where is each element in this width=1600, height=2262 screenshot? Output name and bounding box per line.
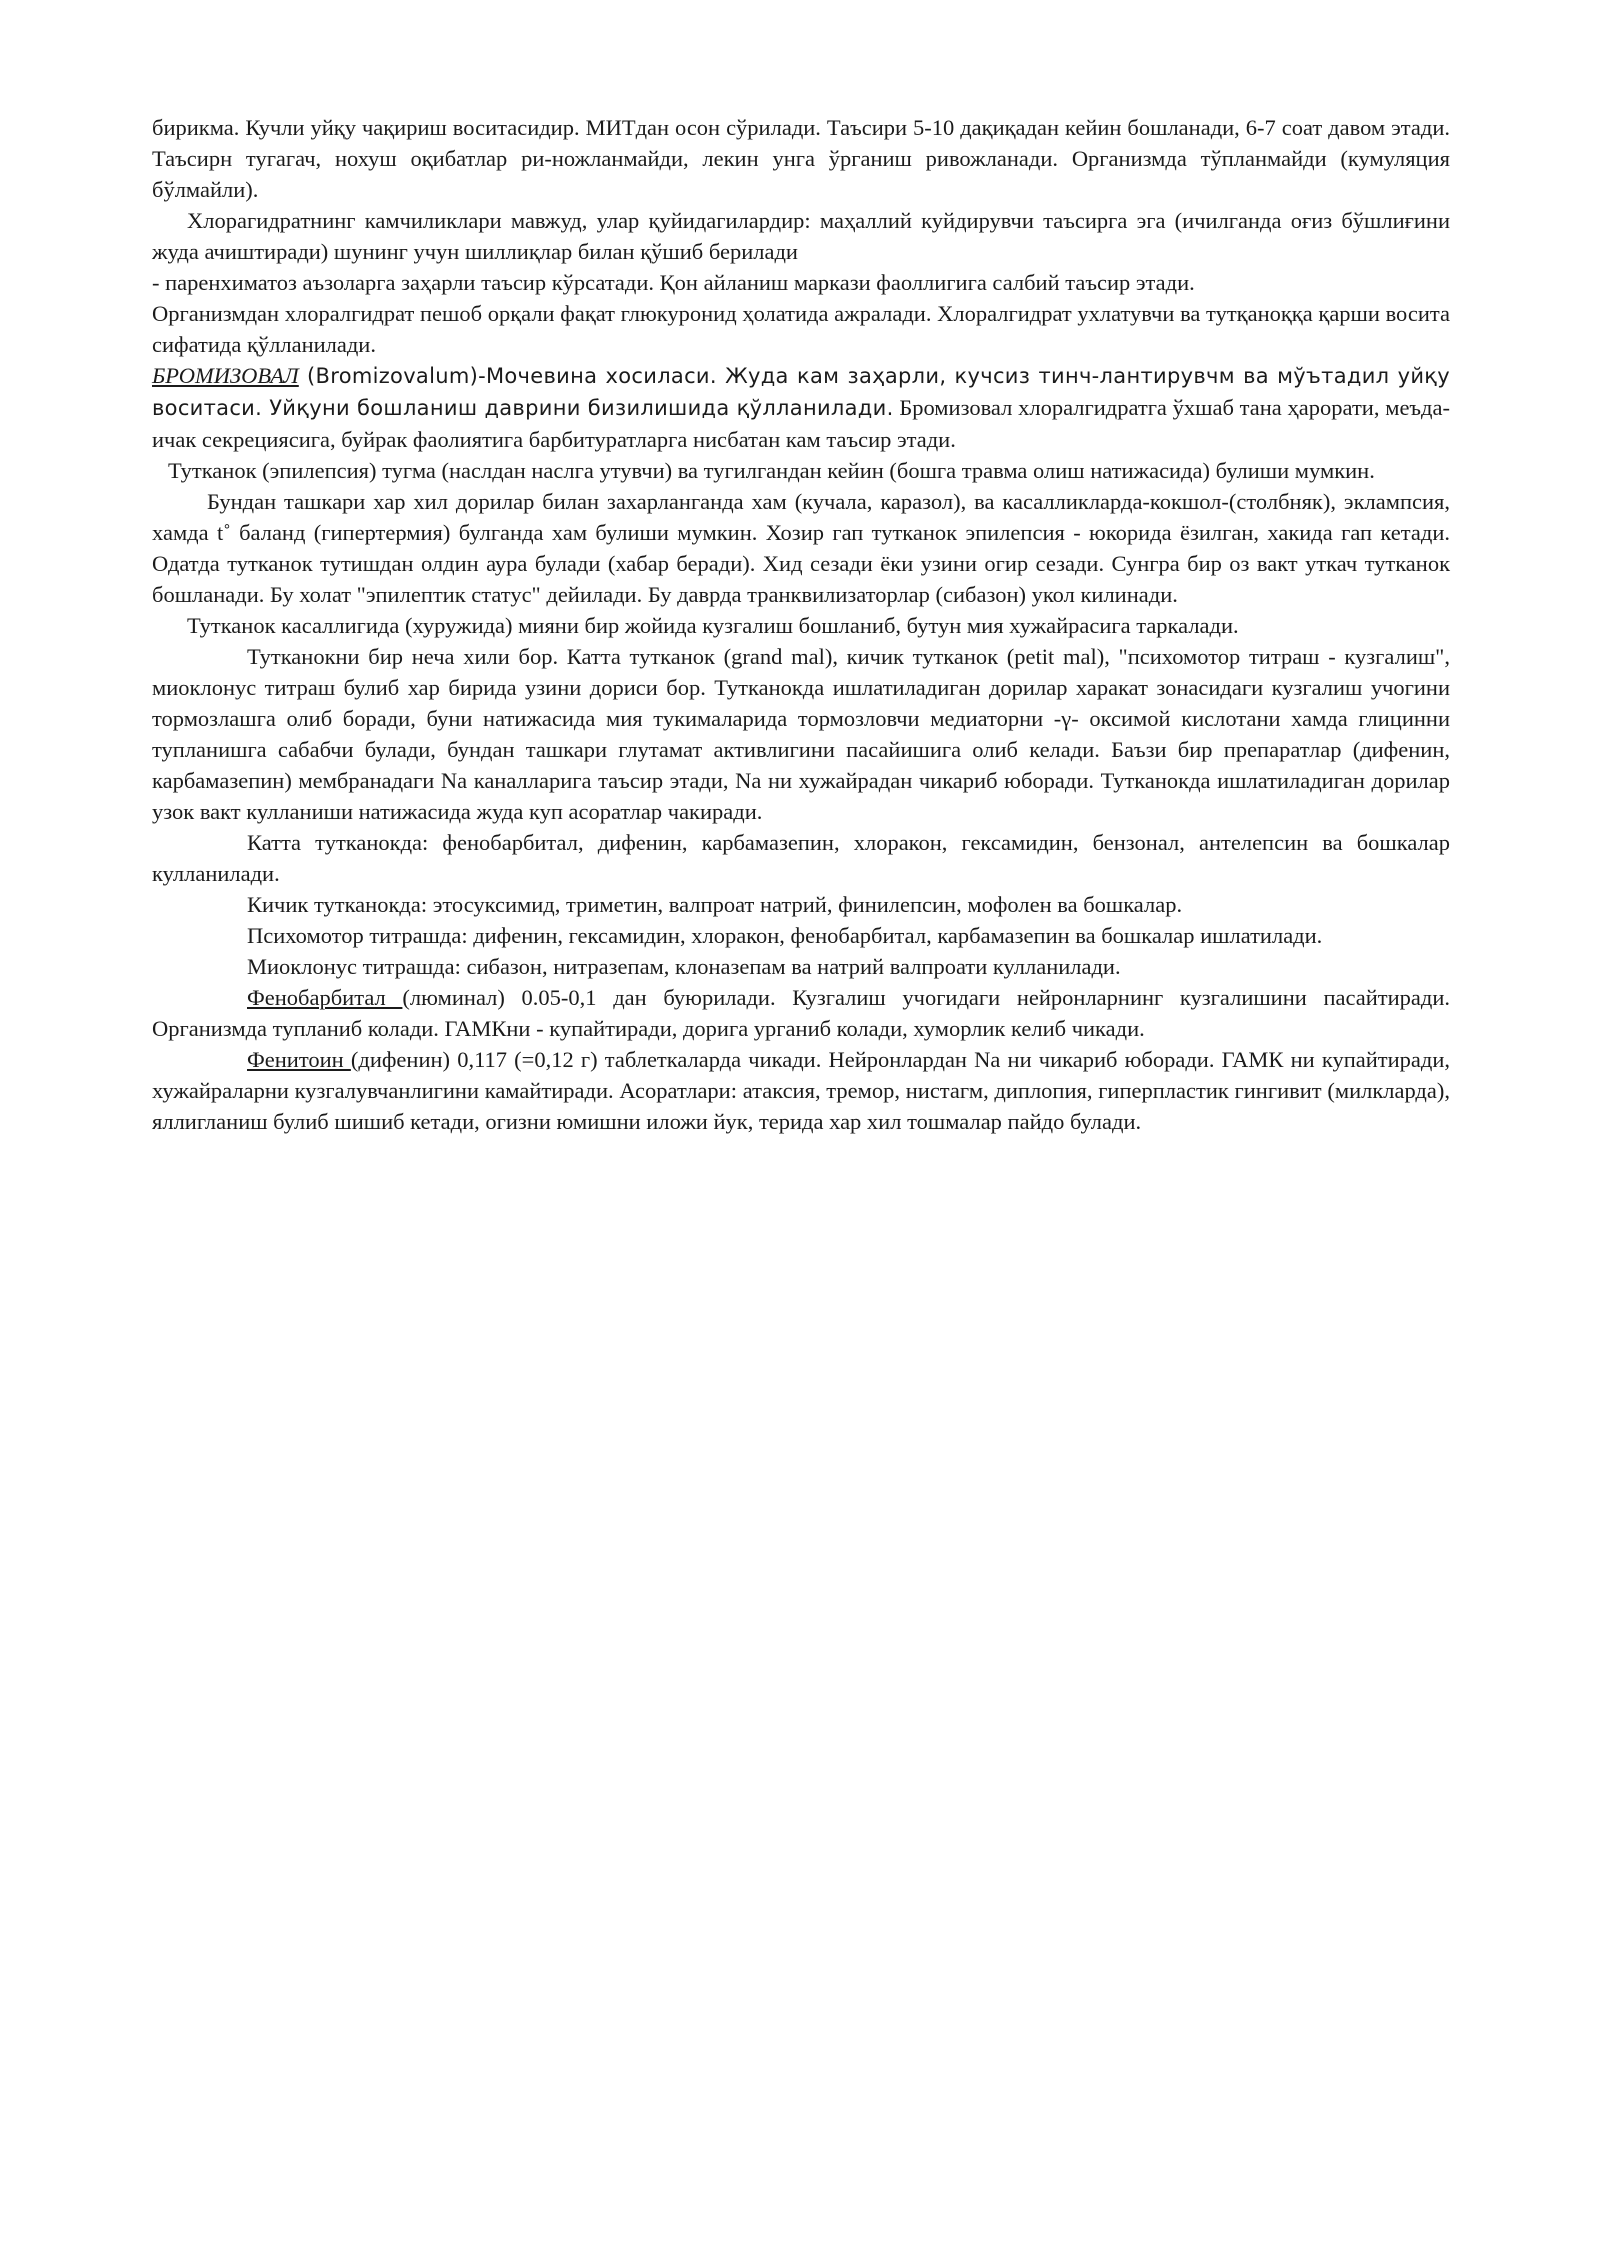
paragraph-intro: бирикма. Кучли уйқу чақириш воситасидир. МИТдан осон сўрилади. Таъсири 5-10 дақиқадан кейин бошланади, 6-7 соат давом этади. Таъсирн тугагач, нохуш оқибатлар ри-ножланмайди, лекин унга ўрганиш ривожланади. Организмда тўпланмайди (кумуляция бўлмайли).	[152, 115, 1450, 202]
paragraph-seizure-spread: Тутканок касаллигида (хуружида) мияни бир жойида кузгалиш бошланиб, бутун мия хужайрасига таркалади.	[187, 613, 1239, 638]
paragraph-seizure-types: Тутканокни бир неча хили бор. Катта тутканок (grand mal), кичик тутканок (petit mal), "психомотор титраш - кузгалиш", миоклонус титраш булиб хар бирида узини дориси бор. Тутканокда ишлатиладиган дорилар харакат зонасидаги кузгалиш учогини тормозлашга олиб боради, буни натижасида мия тукималарида тормозловчи медиаторни -γ- оксимой кислотани хамда глицинни тупланишга сабабчи булади, бундан ташкари глутамат активлигини пасайишига олиб келади. Баъзи бир препаратлар (дифенин, карбамазепин) мембранадаги Na каналларига таъсир этади, Na ни хужайрадан чикариб юборади. Тутканокда ишлатиладиган дорилар узок вакт кулланиши натижасида жуда куп асоратлар чакиради.	[152, 644, 1450, 824]
paragraph-chloralhydrate-excretion: Организмдан хлоралгидрат пешоб орқали фақат глюкуронид ҳолатида ажралади. Хлоралгидрат ухлатувчи ва тутқаноққа қарши восита сифатида қўлланилади.	[152, 301, 1450, 357]
paragraph-chloralhydrate-drawbacks: Хлорагидратнинг камчиликлари мавжуд, улар қуйидагилардир: маҳаллий куйдирувчи таъсирга эга (ичилганда оғиз бўшлиғини жуда ачиштиради) шунинг учун шиллиқлар билан қўшиб берилади	[152, 208, 1450, 264]
paragraph-phenytoin	[152, 1044, 1450, 1137]
phenobarbital-description: (люминал) 0.05-0,1 дан буюрилади. Кузгалиш учогидаги нейронларнинг кузгалишини пасайтиради. Организмда тупланиб колади. ГАМКни - купайтиради, дорига урганиб колади, хуморлик келиб чикади.	[152, 985, 1451, 1041]
paragraph-phenobarbital	[152, 982, 1450, 1044]
term-phenytoin: Фенитоин	[247, 1047, 351, 1072]
bromizoval-description: (Bromizovalum)-Мочевина хосиласи. Жуда кам заҳарли, кучсиз тинч-лантирувчм ва мўътадил уйқу воситаси. Уйқуни бошланиш даврини бизилишида қўлланилади.	[152, 364, 1450, 420]
paragraph-grand-mal-drugs: Катта тутканокда: фенобарбитал, дифенин, карбамазепин, хлоракон, гексамидин, бензонал, антелепсин ва бошкалар кулланилади.	[152, 830, 1450, 886]
paragraph-psychomotor-drugs: Психомотор титрашда: дифенин, гексамидин, хлоракон, фенобарбитал, карбамазепин ва бошкалар ишлатилади.	[247, 923, 1323, 948]
paragraph-myoclonus-drugs: Миоклонус титрашда: сибазон, нитразепам, клоназепам ва натрий валпроати кулланилади.	[247, 954, 1121, 979]
paragraph-bromizoval	[152, 360, 1450, 455]
phenytoin-description: (дифенин) 0,117 (=0,12 г) таблеткаларда чикади. Нейронлардан Na ни чикариб юборади. ГАМК ни купайтиради, хужайраларни кузгалувчанлигини камайтиради. Асоратлари: атаксия, тремор, нистагм, диплопия, гиперпластик гингивит (милкларда), яллигланиш булиб шишиб кетади, огизни юмишни иложи йук, терида хар хил тошмалар пайдо булади.	[152, 1047, 1450, 1134]
paragraph-petit-mal-drugs: Кичик тутканокда: этосуксимид, триметин, валпроат натрий, финилепсин, мофолен ва бошкалар.	[247, 892, 1183, 917]
paragraph-epilepsy-definition: Тутканок (эпилепсия) тугма (наслдан наслга утувчи) ва тугилгандан кейин (бошга травма олиш натижасида) булиши мумкин.	[168, 458, 1375, 483]
paragraph-epilepsy-causes: Бундан ташкари хар хил дорилар билан захарланганда хам (кучала, каразол), ва касалликларда-кокшол-(столбняк), эклампсия, хамда t˚ баланд (гипертермия) булганда хам булиши мумкин. Хозир гап тутканок эпилепсия - юкорида ёзилган, хакида гап кетади. Одатда тутканок тутишдан олдин аура булади (хабар беради). Хид сезади ёки узини огир сезади. Сунгра бир оз вакт уткач тутканок бошланади. Бу холат "эпилептик статус" дейилади. Бу даврда транквилизаторлар (сибазон) укол килинади.	[152, 489, 1450, 607]
bromizoval-description-end: Бромизовал хлоралгидратга ўхшаб тана ҳарорати, меъда-ичак секрециясига, буйрак фаолиятига барбитуратларга нисбатан кам таъсир этади.	[152, 395, 1450, 452]
term-phenobarbital: Фенобарбитал	[247, 985, 403, 1010]
term-bromizoval: БРОМИЗОВАЛ	[152, 363, 299, 388]
paragraph-parenchymal-effects: - паренхиматоз аъзоларга заҳарли таъсир кўрсатади. Қон айланиш маркази фаоллигига салбий таъсир этади.	[152, 270, 1195, 295]
